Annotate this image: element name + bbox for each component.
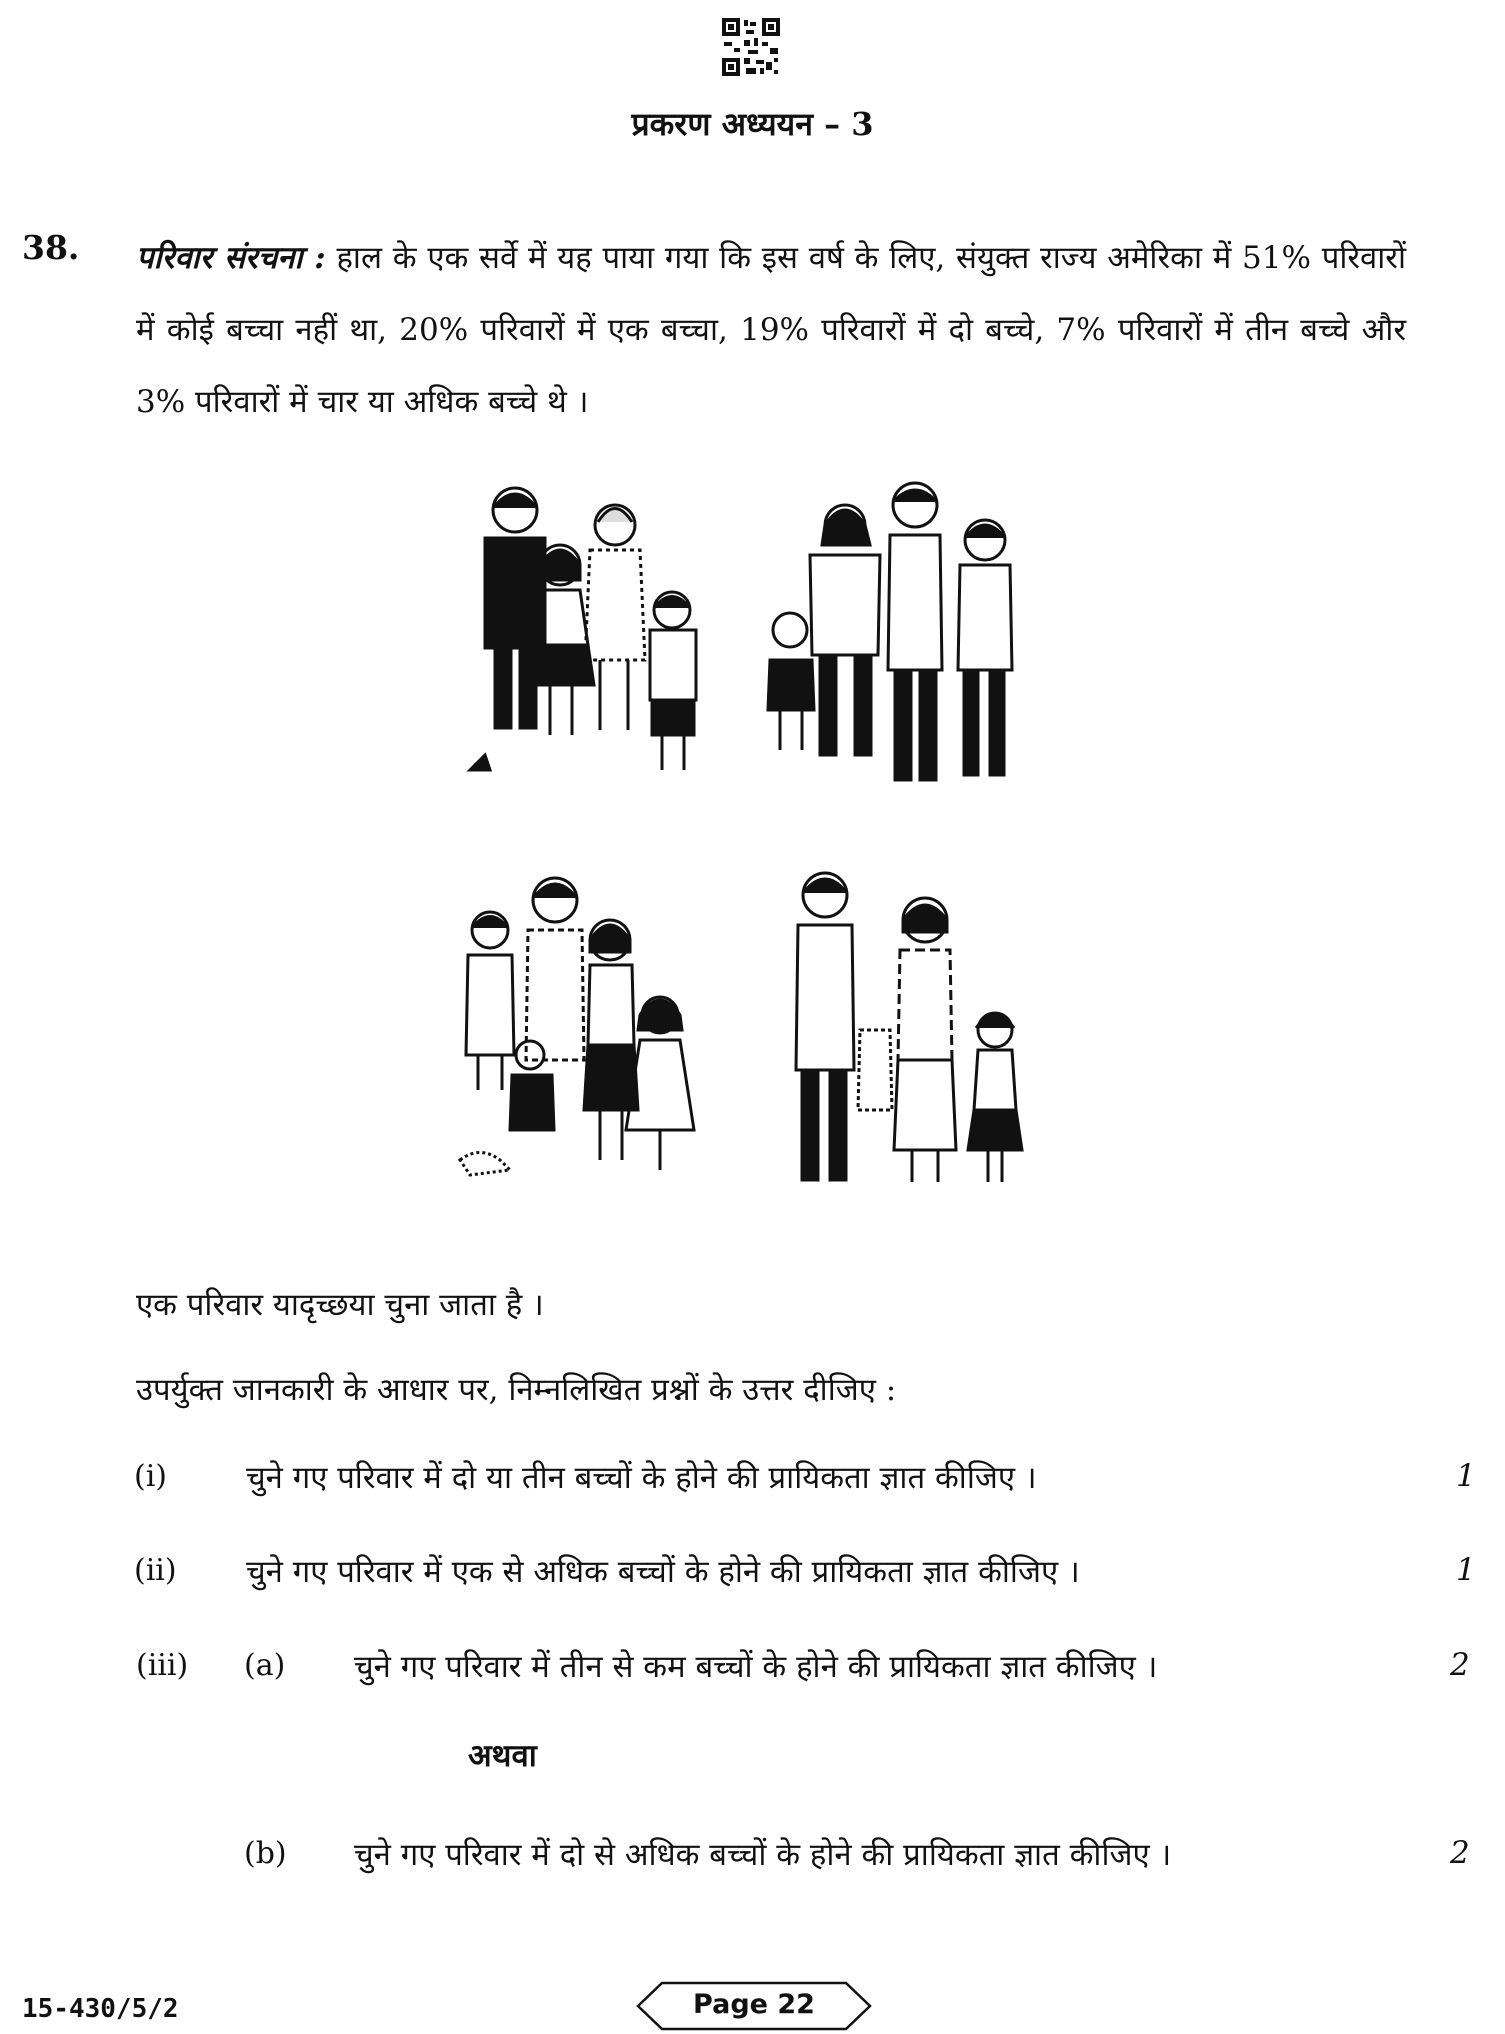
section-title: प्रकरण अध्ययन – 3 — [631, 105, 874, 143]
question-paragraph — [136, 222, 1406, 438]
family-figure-1 — [470, 488, 696, 770]
item-iii-a-marks: 2 — [1450, 1647, 1470, 1683]
item-iii-a-text: चुने गए परिवार में तीन से कम बच्चों के होने की प्रायिकता ज्ञात कीजिए । — [354, 1649, 1158, 1685]
family-figure-4 — [796, 873, 1022, 1182]
item-iii-a-label: (a) — [244, 1648, 286, 1683]
item-i-label: (i) — [134, 1459, 168, 1494]
question-lead: परिवार संरचना : — [136, 240, 326, 276]
item-ii-label: (ii) — [134, 1553, 177, 1588]
or-word: अथवा — [468, 1738, 537, 1774]
item-i-text: चुने गए परिवार में दो या तीन बच्चों के होने की प्रायिकता ज्ञात कीजिए । — [246, 1460, 1037, 1496]
question-text: हाल के एक सर्वे में यह पाया गया कि इस वर्ष के लिए, संयुक्त राज्य अमेरिका में 51% परिवारों में कोई बच्चा नहीं था, 20% परिवारों में एक बच्चा, 19% परिवारों में दो बच्चे, 7% परिवारों में तीन बच्चे और 3% परिवारों में चार या अधिक बच्चे थे । — [136, 240, 1407, 420]
page-number: Page 22 — [693, 1989, 815, 2020]
item-iii-b-label: (b) — [244, 1836, 287, 1871]
family-figure-3 — [460, 878, 694, 1175]
item-iii-b-text: चुने गए परिवार में दो से अधिक बच्चों के होने की प्रायिकता ज्ञात कीजिए । — [354, 1837, 1172, 1873]
selection-line: एक परिवार यादृच्छया चुना जाता है । — [136, 1287, 544, 1323]
family-illustrations — [450, 470, 1050, 1210]
question-number: 38. — [22, 228, 80, 267]
item-i-marks: 1 — [1456, 1458, 1476, 1494]
item-iii-label: (iii) — [136, 1648, 189, 1683]
family-figure-2 — [768, 483, 1012, 780]
item-ii-text: चुने गए परिवार में एक से अधिक बच्चों के होने की प्रायिकता ज्ञात कीजिए । — [246, 1554, 1080, 1590]
item-iii-b-marks: 2 — [1450, 1835, 1470, 1871]
page-number-badge — [636, 1981, 872, 2031]
instruction-line: उपर्युक्त जानकारी के आधार पर, निम्नलिखित प्रश्नों के उत्तर दीजिए : — [136, 1372, 897, 1408]
item-ii-marks: 1 — [1456, 1552, 1476, 1588]
qr-code-icon — [722, 18, 780, 76]
paper-code: 15-430/5/2 — [22, 1994, 179, 2024]
